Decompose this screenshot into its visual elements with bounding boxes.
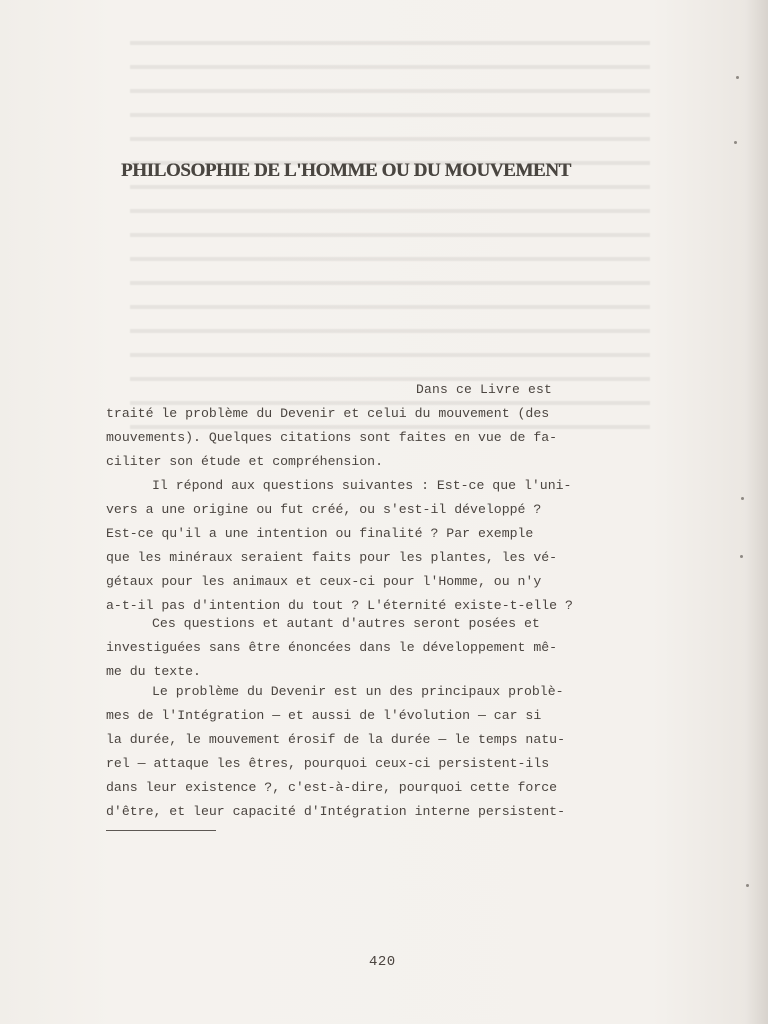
page-number: 420 (369, 954, 396, 970)
text-line: me du texte. (106, 664, 201, 679)
text-line: dans leur existence ?, c'est-à-dire, pourquoi cette force (106, 780, 558, 795)
intro-fragment: Dans ce Livre est (416, 382, 553, 397)
text-line: gétaux pour les animaux et ceux-ci pour l'Homme, ou n'y (106, 574, 542, 589)
text-line: a-t-il pas d'intention du tout ? L'éternité existe-t-elle ? (106, 598, 573, 613)
scan-mark (746, 884, 749, 887)
paragraph-3 (106, 612, 646, 684)
text-line: mes de l'Intégration — et aussi de l'évolution — car si (106, 708, 542, 723)
text-line: investiguées sans être énoncées dans le développement mê- (106, 640, 558, 655)
page-title: PHILOSOPHIE DE L'HOMME OU DU MOUVEMENT (121, 160, 571, 181)
scan-mark (740, 555, 743, 558)
separator-rule (106, 830, 216, 831)
scan-mark (736, 76, 739, 79)
text-line: traité le problème du Devenir et celui du mouvement (des (106, 406, 550, 421)
text-line: Ces questions et autant d'autres seront posées et (152, 616, 540, 631)
scan-mark (734, 141, 737, 144)
text-line: rel — attaque les êtres, pourquoi ceux-ci persistent-ils (106, 756, 550, 771)
text-line: vers a une origine ou fut créé, ou s'est-il développé ? (106, 502, 542, 517)
paragraph-2 (106, 474, 646, 618)
text-line: Il répond aux questions suivantes : Est-ce que l'uni- (152, 478, 572, 493)
text-line: que les minéraux seraient faits pour les plantes, les vé- (106, 550, 558, 565)
text-line: la durée, le mouvement érosif de la durée — le temps natu- (106, 732, 565, 747)
scan-mark (741, 497, 744, 500)
paragraph-1 (106, 402, 646, 474)
text-line: ciliter son étude et compréhension. (106, 454, 383, 469)
text-line: Le problème du Devenir est un des principaux problè- (152, 684, 564, 699)
paragraph-4 (106, 680, 646, 824)
text-line: d'être, et leur capacité d'Intégration interne persistent- (106, 804, 565, 819)
text-line: Est-ce qu'il a une intention ou finalité ? Par exemple (106, 526, 534, 541)
text-line: mouvements). Quelques citations sont faites en vue de fa- (106, 430, 558, 445)
bleed-through-texture (130, 28, 650, 448)
